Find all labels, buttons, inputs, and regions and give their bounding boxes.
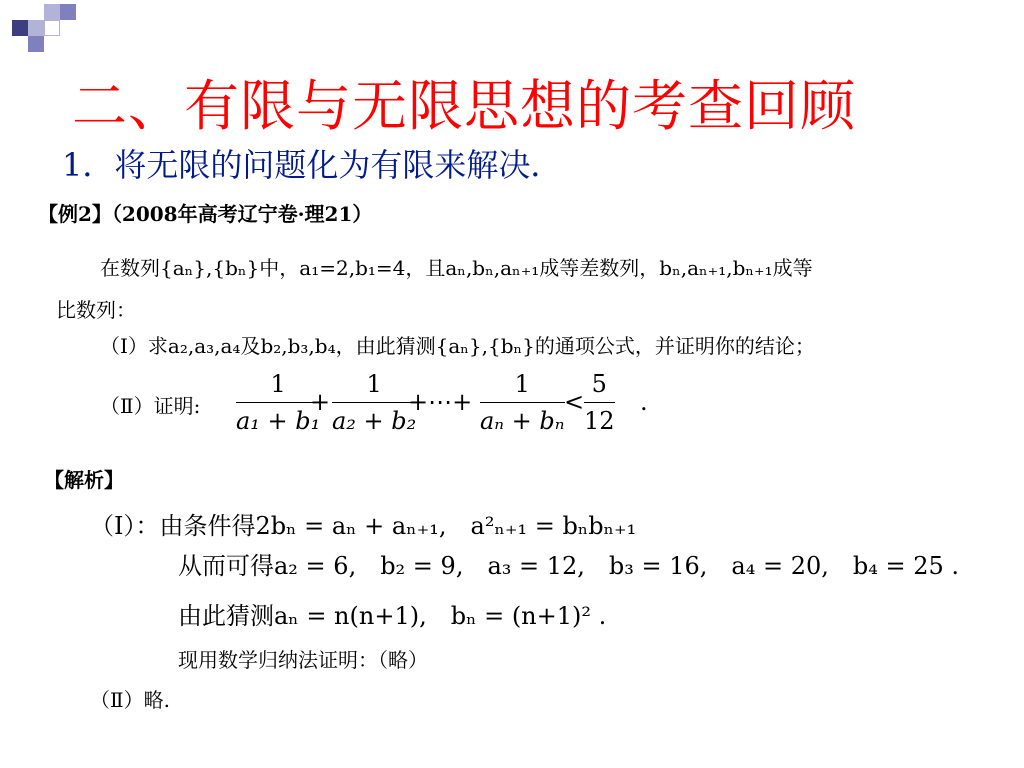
problem-part-2-label: （Ⅱ）证明: xyxy=(100,394,201,418)
problem-line-1: 在数列{aₙ},{bₙ}中，a₁=2,b₁=4，且aₙ,bₙ,aₙ₊₁成等差数列，bₙ,aₙ₊₁,bₙ₊₁成等 xyxy=(100,256,813,280)
deco-square xyxy=(28,20,44,36)
example-label: 【例2】（2008年高考辽宁卷·理21） xyxy=(38,202,373,226)
less-than-op: < xyxy=(564,388,585,416)
fraction-1 xyxy=(236,370,320,435)
solution-label: 【解析】 xyxy=(44,468,124,492)
fraction-denominator: a₁ + b₁ xyxy=(236,407,321,435)
fraction-denominator: a₂ + b₂ xyxy=(332,407,417,435)
period: . xyxy=(640,388,648,416)
deco-square xyxy=(44,4,60,20)
fraction-denominator: 12 xyxy=(584,407,615,435)
deco-square xyxy=(12,20,28,36)
fraction-2 xyxy=(332,370,416,435)
page-title: 二、有限与无限思想的考查回顾 xyxy=(72,74,857,138)
solution-line-3: 由此猜测aₙ = n(n+1), bₙ = (n+1)² . xyxy=(178,602,607,630)
solution-line-5: （Ⅱ）略. xyxy=(90,688,170,712)
fraction-numerator: 5 xyxy=(584,370,615,403)
section-heading: 1．将无限的问题化为有限来解决． xyxy=(62,146,563,184)
fraction-4 xyxy=(584,370,615,435)
ellipsis-op: +⋯+ xyxy=(408,388,473,416)
fraction-denominator: aₙ + bₙ xyxy=(480,407,565,435)
solution-line-1: （Ⅰ）：由条件得2bₙ = aₙ + aₙ₊₁, a²ₙ₊₁ = bₙbₙ₊₁ xyxy=(90,512,637,540)
plus-op: + xyxy=(310,388,331,416)
deco-square xyxy=(28,36,44,52)
fraction-numerator: 1 xyxy=(236,370,320,403)
solution-line-2: 从而可得a₂ = 6, b₂ = 9, a₃ = 12, b₃ = 16, a₄ = 20, b₄ = 25 . xyxy=(178,552,960,580)
fraction-3 xyxy=(480,370,565,435)
deco-square xyxy=(44,20,60,36)
solution-line-4: 现用数学归纳法证明：（略） xyxy=(178,648,428,672)
fraction-numerator: 1 xyxy=(480,370,565,403)
problem-part-1: （Ⅰ）求a₂,a₃,a₄及b₂,b₃,b₄，由此猜测{aₙ},{bₙ}的通项公式，并证明你的结论； xyxy=(100,334,815,358)
problem-line-2: 比数列： xyxy=(56,298,136,322)
deco-square xyxy=(60,4,76,20)
fraction-numerator: 1 xyxy=(332,370,416,403)
